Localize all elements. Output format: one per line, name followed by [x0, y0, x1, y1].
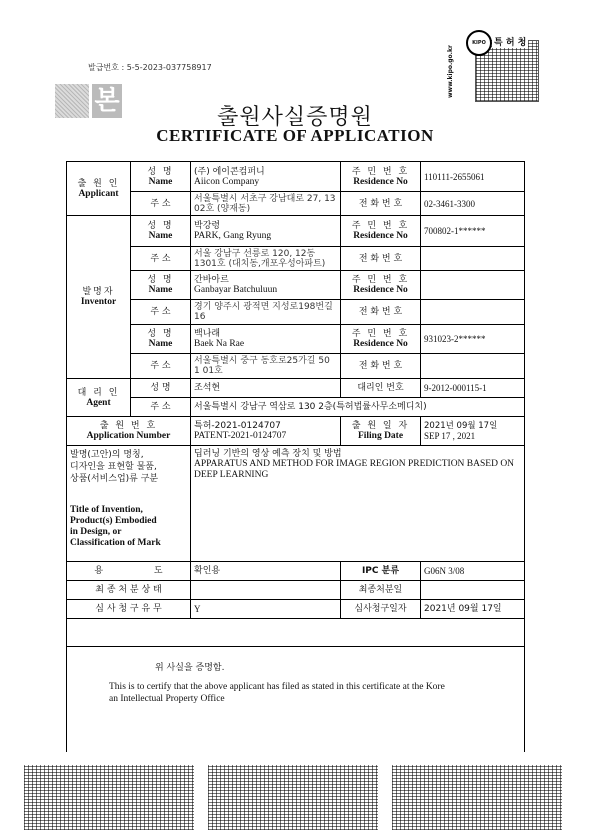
certify-english-line2: an Intellectual Property Office [109, 694, 225, 704]
certify-english-line1: This is to certify that the above applicant has filed as stated in this certificate at the Kore [109, 682, 445, 692]
exam-request-label: 심 사 청 구 유 무 [67, 600, 191, 619]
certify-korean: 위 사실을 증명함. [155, 663, 225, 673]
security-barcode-middle [208, 765, 378, 830]
security-barcode-right [392, 765, 562, 830]
title-of-invention-value: 딥러닝 기반의 영상 예측 장치 및 방법 APPARATUS AND METHOD FOR IMAGE REGION PREDICTION BASED ON DEEP LEARNING [191, 446, 525, 562]
applicant-name-value: (주) 에이콘컴퍼니 Aiicon Company [191, 162, 341, 192]
title-korean: 출원사실증명원 [217, 105, 373, 130]
final-status-label: 최 종 처 분 상 태 [67, 581, 191, 600]
exam-request-date-value: 2021년 09월 17일 [421, 600, 525, 619]
title-english: CERTIFICATE OF APPLICATION [156, 126, 434, 145]
ipc-label: IPC 분류 [341, 562, 421, 581]
applicant-phone-value: 02-3461-3300 [421, 192, 525, 216]
inventor-2-name-label: 성 명 Name [131, 271, 191, 300]
inventor-3-address-label: 주 소 [131, 354, 191, 379]
application-row [67, 417, 525, 446]
inventor-3-phone-value [421, 354, 525, 379]
inventor-3-id-value: 931023-2****** [421, 325, 525, 354]
inventor-2-id-label: 주 민 번 호 Residence No [341, 271, 421, 300]
applicant-id-label: 주 민 번 호 Residence No [341, 162, 421, 192]
applicant-address-value: 서울특별시 서초구 강남대로 27, 13 02호 (양재동) [191, 192, 341, 216]
certify-row [67, 647, 525, 752]
agent-name-row [67, 379, 525, 398]
use-row [67, 562, 525, 581]
inventor-1-address-label: 주 소 [131, 247, 191, 271]
kipo-seal-icon: KIPO [466, 30, 492, 56]
exam-request-value: Y [191, 600, 341, 619]
inventor-1-phone-value [421, 247, 525, 271]
inventor-1-address-value: 서울 강남구 선릉로 120, 12동 1301호 (대치동,개포우성아파트) [191, 247, 341, 271]
agent-name-value: 조석현 [191, 379, 341, 398]
agent-no-value: 9-2012-000115-1 [421, 379, 525, 398]
inventor-2-address-value: 경기 양주시 광적면 지성로198번길 16 [191, 300, 341, 325]
agent-address-row [67, 398, 525, 417]
inventor-2-address-label: 주 소 [131, 300, 191, 325]
application-number-label: 출 원 번 호 Application Number [67, 417, 191, 446]
original-mark: 본 [92, 84, 122, 118]
inventor-1-name-value: 박강령 PARK, Gang Ryung [191, 216, 341, 247]
certify-cell [67, 647, 525, 752]
inventor-3-address-value: 서울특별시 중구 동호로25가길 50 1 01호 [191, 354, 341, 379]
inventor-2-phone-value [421, 300, 525, 325]
inventor-2-name-row [67, 271, 525, 300]
inventor-3-name-value: 백나래 Baek Na Rae [191, 325, 341, 354]
agent-section-label: 대 리 인 Agent [67, 379, 131, 417]
ipc-value: G06N 3/08 [421, 562, 525, 581]
final-status-value [191, 581, 341, 600]
inventor-1-id-value: 700802-1****** [421, 216, 525, 247]
title-of-invention-row [67, 446, 525, 562]
inventor-3-id-label: 주 민 번 호 Residence No [341, 325, 421, 354]
inventor-2-phone-label: 전 화 번 호 [341, 300, 421, 325]
use-label: 용 도 [67, 562, 191, 581]
kipo-url: www.kipo.go.kr [447, 45, 454, 98]
applicant-address-row [67, 192, 525, 216]
inventor-1-name-label: 성 명 Name [131, 216, 191, 247]
applicant-address-label: 주 소 [131, 192, 191, 216]
filing-date-value: 2021년 09월 17일 SEP 17 , 2021 [421, 417, 525, 446]
inventor-2-name-value: 간바아르 Ganbayar Batchuluun [191, 271, 341, 300]
agent-name-label: 성 명 [131, 379, 191, 398]
filing-date-label: 출 원 일 자 Filing Date [341, 417, 421, 446]
use-value: 확인용 [191, 562, 341, 581]
application-number-value: 특허-2021-0124707 PATENT-2021-0124707 [191, 417, 341, 446]
kipo-label: 특 허 청 [492, 35, 528, 48]
inventor-3-address-row [67, 354, 525, 379]
certificate-table [66, 161, 525, 752]
applicant-phone-label: 전 화 번 호 [341, 192, 421, 216]
final-status-date-value [421, 581, 525, 600]
blank-row [67, 619, 525, 647]
agent-address-label: 주 소 [131, 398, 191, 417]
applicant-name-label: 성 명 Name [131, 162, 191, 192]
agent-address-value: 서울특별시 강남구 역삼로 130 2층(특허법률사무소메디치) [191, 398, 525, 417]
applicant-id-value: 110111-2655061 [421, 162, 525, 192]
applicant-section-label: 출 원 인 Applicant [67, 162, 131, 216]
inventor-3-name-row [67, 325, 525, 354]
inventor-1-id-label: 주 민 번 호 Residence No [341, 216, 421, 247]
security-barcode-left [24, 765, 194, 830]
inventor-1-phone-label: 전 화 번 호 [341, 247, 421, 271]
inventor-1-name-row [67, 216, 525, 247]
inventor-3-name-label: 성 명 Name [131, 325, 191, 354]
final-status-date-label: 최종처분일 [341, 581, 421, 600]
agent-no-label: 대리인 번호 [341, 379, 421, 398]
inventor-section-label: 발명자 Inventor [67, 216, 131, 379]
inventor-2-id-value [421, 271, 525, 300]
applicant-name-row [67, 162, 525, 192]
inventor-3-phone-label: 전 화 번 호 [341, 354, 421, 379]
exam-request-row [67, 600, 525, 619]
final-status-row [67, 581, 525, 600]
inventor-1-address-row [67, 247, 525, 271]
title-of-invention-label: 발명(고안)의 명칭, 디자인을 표현할 물품, 상품(서비스업)류 구분 Title of Invention, Product(s) Embodied in Design, or Classification of Mark [67, 446, 191, 562]
inventor-2-address-row [67, 300, 525, 325]
blank-cell [67, 619, 525, 647]
exam-request-date-label: 심사청구일자 [341, 600, 421, 619]
issue-number: 발급번호 : 5-5-2023-037758917 [88, 63, 212, 72]
